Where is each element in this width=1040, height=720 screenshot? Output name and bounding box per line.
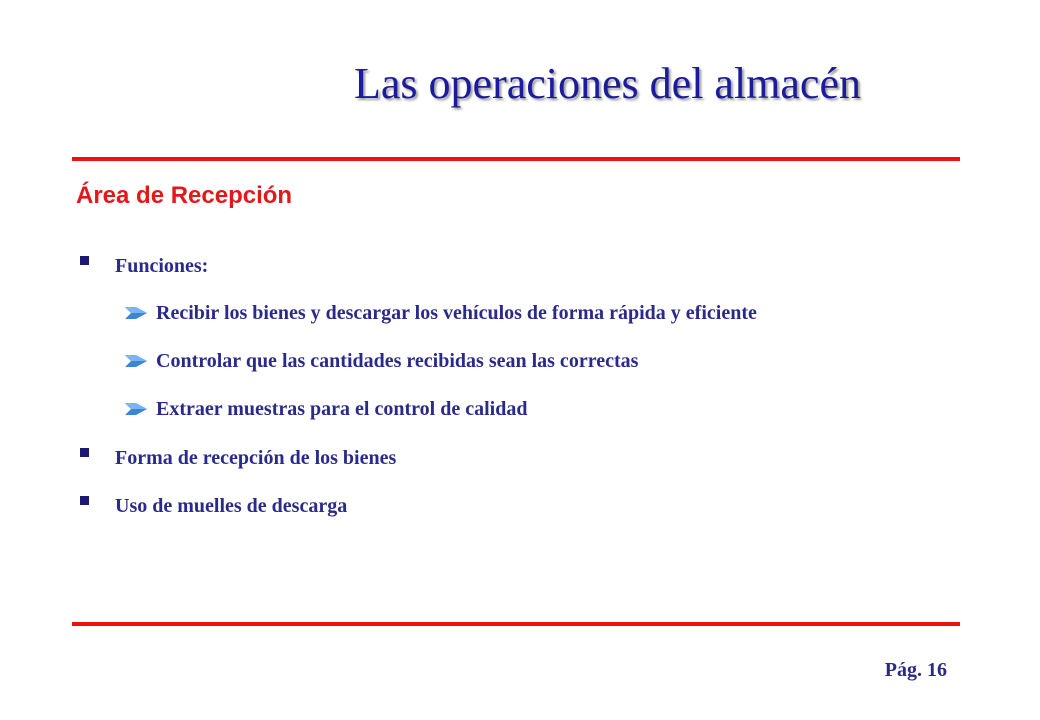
bullet-item-muelles: Uso de muelles de descarga (115, 495, 348, 517)
arrow-bullet-icon (124, 306, 148, 320)
arrow-bullet-icon (124, 354, 148, 368)
bullet-item-funciones: Funciones: (115, 255, 209, 277)
slide-title: Las operaciones del almacén (354, 59, 861, 108)
sub-item-recibir: Recibir los bienes y descargar los vehículos de forma rápida y eficiente (156, 302, 757, 324)
sub-item-controlar: Controlar que las cantidades recibidas sean las correctas (156, 350, 639, 372)
square-bullet-icon (80, 448, 89, 457)
page-number: Pág. 16 (884, 659, 947, 681)
square-bullet-icon (80, 256, 89, 265)
top-divider (72, 157, 960, 161)
bottom-divider (72, 622, 960, 626)
sub-item-extraer: Extraer muestras para el control de calidad (156, 398, 528, 420)
square-bullet-icon (80, 496, 89, 505)
arrow-bullet-icon (124, 402, 148, 416)
section-heading: Área de Recepción (76, 182, 293, 209)
bullet-item-forma-recepcion: Forma de recepción de los bienes (115, 447, 397, 469)
